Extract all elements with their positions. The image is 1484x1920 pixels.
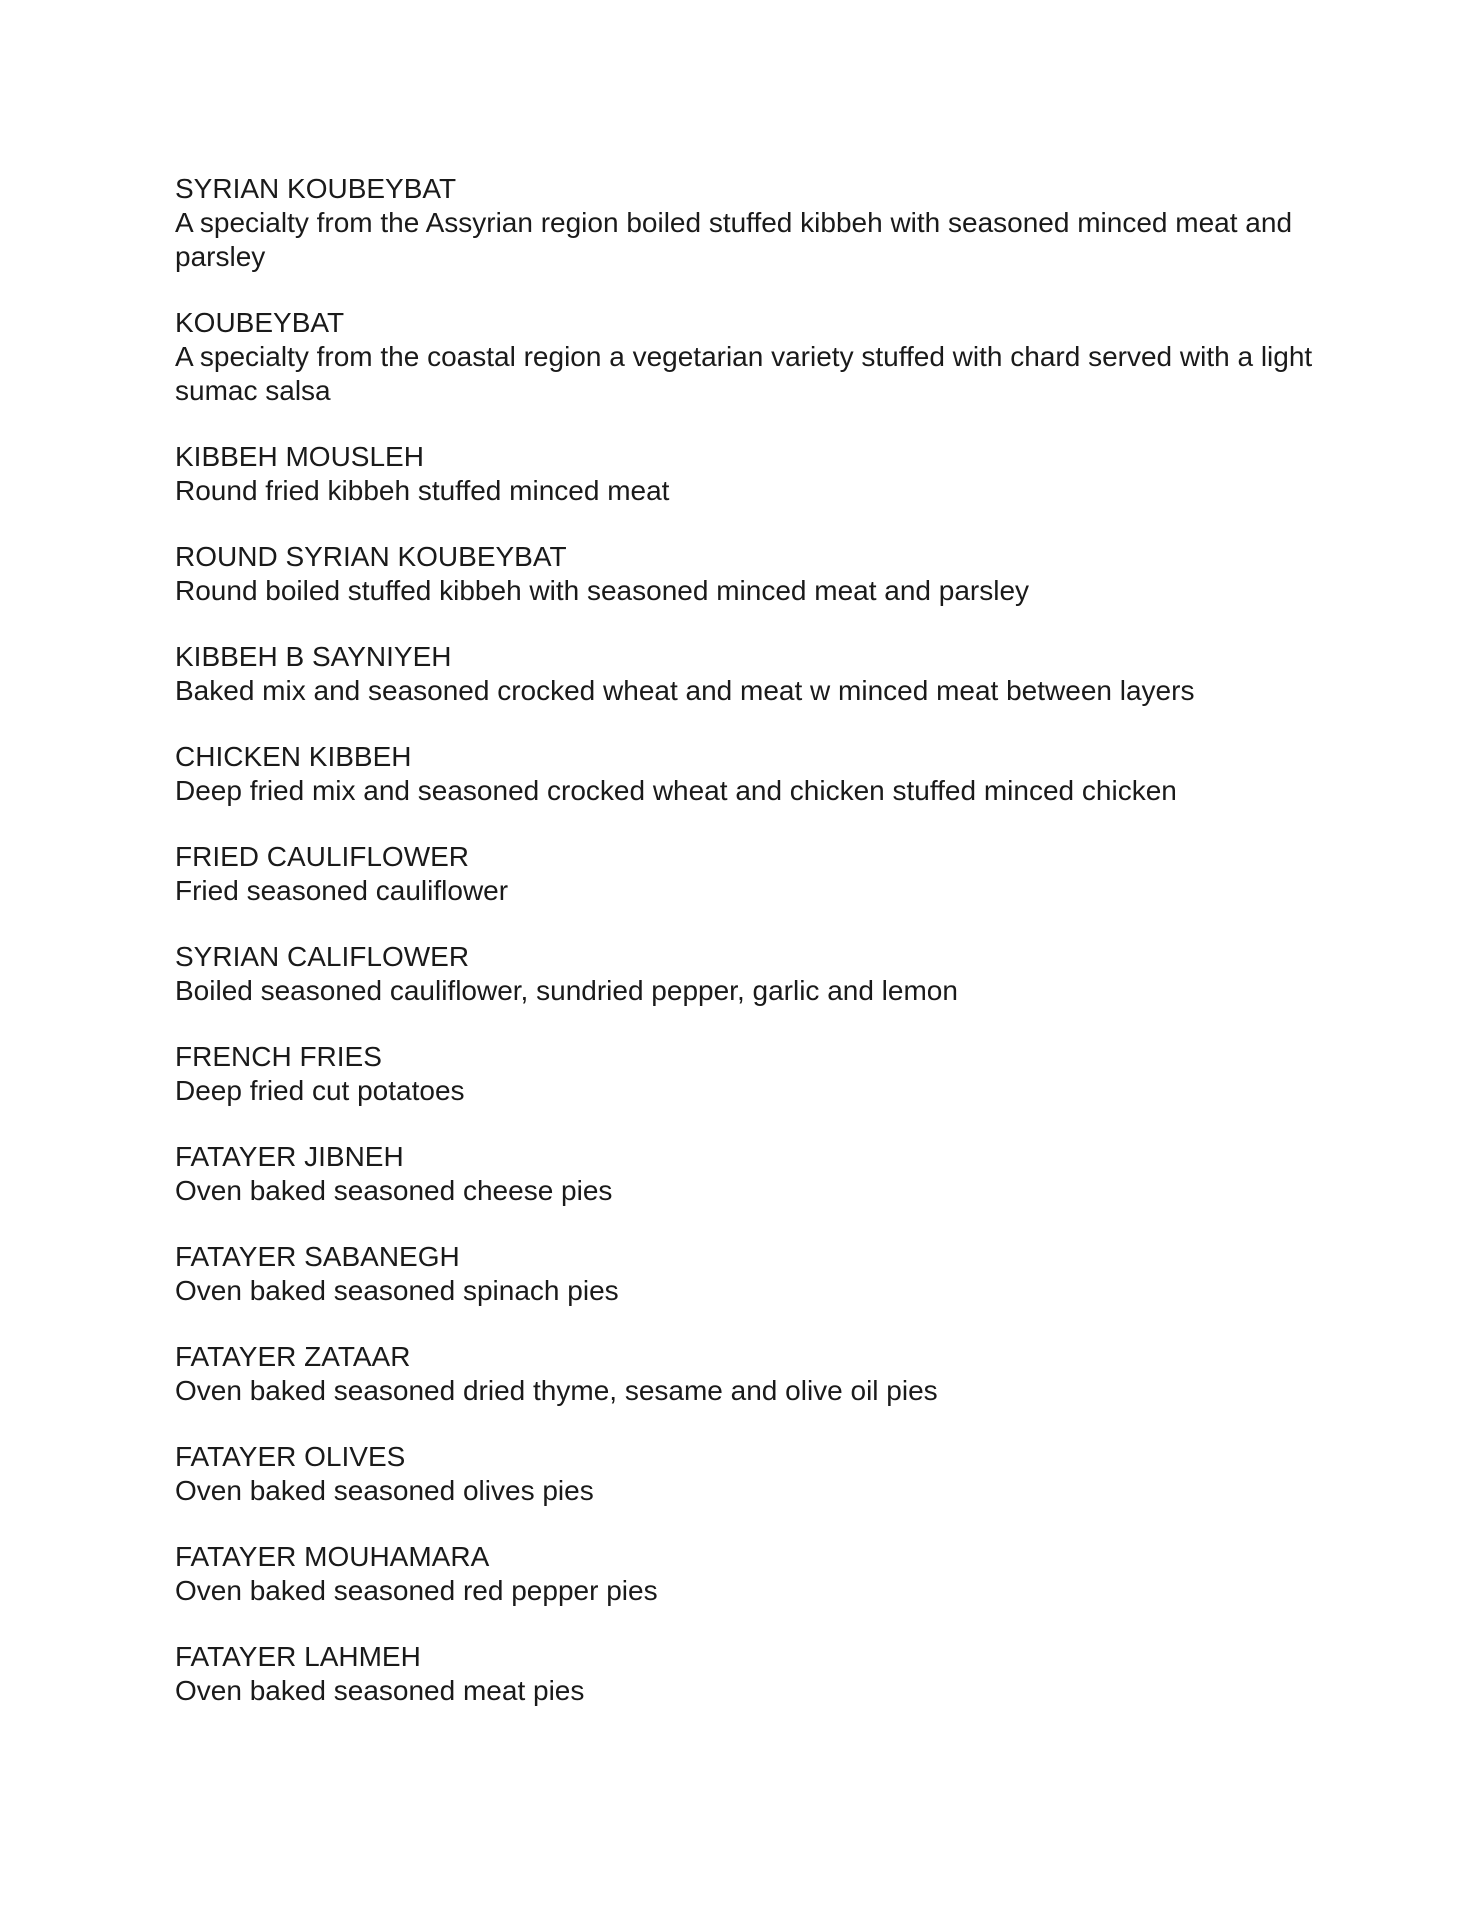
item-description: Deep fried cut potatoes	[175, 1075, 465, 1106]
item-description: Oven baked seasoned meat pies	[175, 1675, 585, 1706]
menu-item-fried-cauliflower	[175, 840, 1335, 908]
item-name: KIBBEH MOUSLEH	[175, 441, 424, 472]
item-description: Round fried kibbeh stuffed minced meat	[175, 475, 670, 506]
menu-item-fatayer-sabanegh	[175, 1240, 1335, 1308]
item-name: SYRIAN KOUBEYBAT	[175, 173, 457, 204]
menu-item-syrian-califlower	[175, 940, 1335, 1008]
menu-item-fatayer-olives	[175, 1440, 1335, 1508]
menu-item-french-fries	[175, 1040, 1335, 1108]
item-description: Oven baked seasoned dried thyme, sesame and olive oil pies	[175, 1375, 938, 1406]
item-description: Round boiled stuffed kibbeh with seasoned minced meat and parsley	[175, 575, 1030, 606]
item-name: FATAYER LAHMEH	[175, 1641, 421, 1672]
item-name: FATAYER OLIVES	[175, 1441, 406, 1472]
menu-page	[175, 172, 1335, 1740]
item-description: Oven baked seasoned olives pies	[175, 1475, 594, 1506]
item-description: Oven baked seasoned red pepper pies	[175, 1575, 658, 1606]
item-name: FRIED CAULIFLOWER	[175, 841, 470, 872]
item-description: Oven baked seasoned cheese pies	[175, 1175, 613, 1206]
menu-item-kibbeh-mousleh	[175, 440, 1335, 508]
menu-item-kibbeh-b-sayniyeh	[175, 640, 1335, 708]
item-description: Oven baked seasoned spinach pies	[175, 1275, 619, 1306]
item-description: A specialty from the coastal region a vegetarian variety stuffed with chard served with a light sumac salsa	[175, 341, 1313, 406]
menu-item-fatayer-zataar	[175, 1340, 1335, 1408]
item-description: Baked mix and seasoned crocked wheat and meat w minced meat between layers	[175, 675, 1195, 706]
item-name: ROUND SYRIAN KOUBEYBAT	[175, 541, 567, 572]
menu-item-round-syrian-koubeybat	[175, 540, 1335, 608]
item-description: A specialty from the Assyrian region boiled stuffed kibbeh with seasoned minced meat and parsley	[175, 207, 1293, 272]
menu-item-fatayer-lahmeh	[175, 1640, 1335, 1708]
item-description: Deep fried mix and seasoned crocked wheat and chicken stuffed minced chicken	[175, 775, 1177, 806]
item-description: Fried seasoned cauliflower	[175, 875, 509, 906]
menu-item-chicken-kibbeh	[175, 740, 1335, 808]
item-name: FATAYER SABANEGH	[175, 1241, 460, 1272]
menu-item-syrian-koubeybat	[175, 172, 1335, 274]
item-name: CHICKEN KIBBEH	[175, 741, 412, 772]
item-description: Boiled seasoned cauliflower, sundried pepper, garlic and lemon	[175, 975, 958, 1006]
menu-item-fatayer-mouhamara	[175, 1540, 1335, 1608]
item-name: FRENCH FRIES	[175, 1041, 382, 1072]
menu-item-koubeybat	[175, 306, 1335, 408]
item-name: KOUBEYBAT	[175, 307, 345, 338]
item-name: KIBBEH B SAYNIYEH	[175, 641, 452, 672]
item-name: FATAYER JIBNEH	[175, 1141, 404, 1172]
item-name: FATAYER MOUHAMARA	[175, 1541, 490, 1572]
item-name: FATAYER ZATAAR	[175, 1341, 411, 1372]
item-name: SYRIAN CALIFLOWER	[175, 941, 470, 972]
menu-item-fatayer-jibneh	[175, 1140, 1335, 1208]
